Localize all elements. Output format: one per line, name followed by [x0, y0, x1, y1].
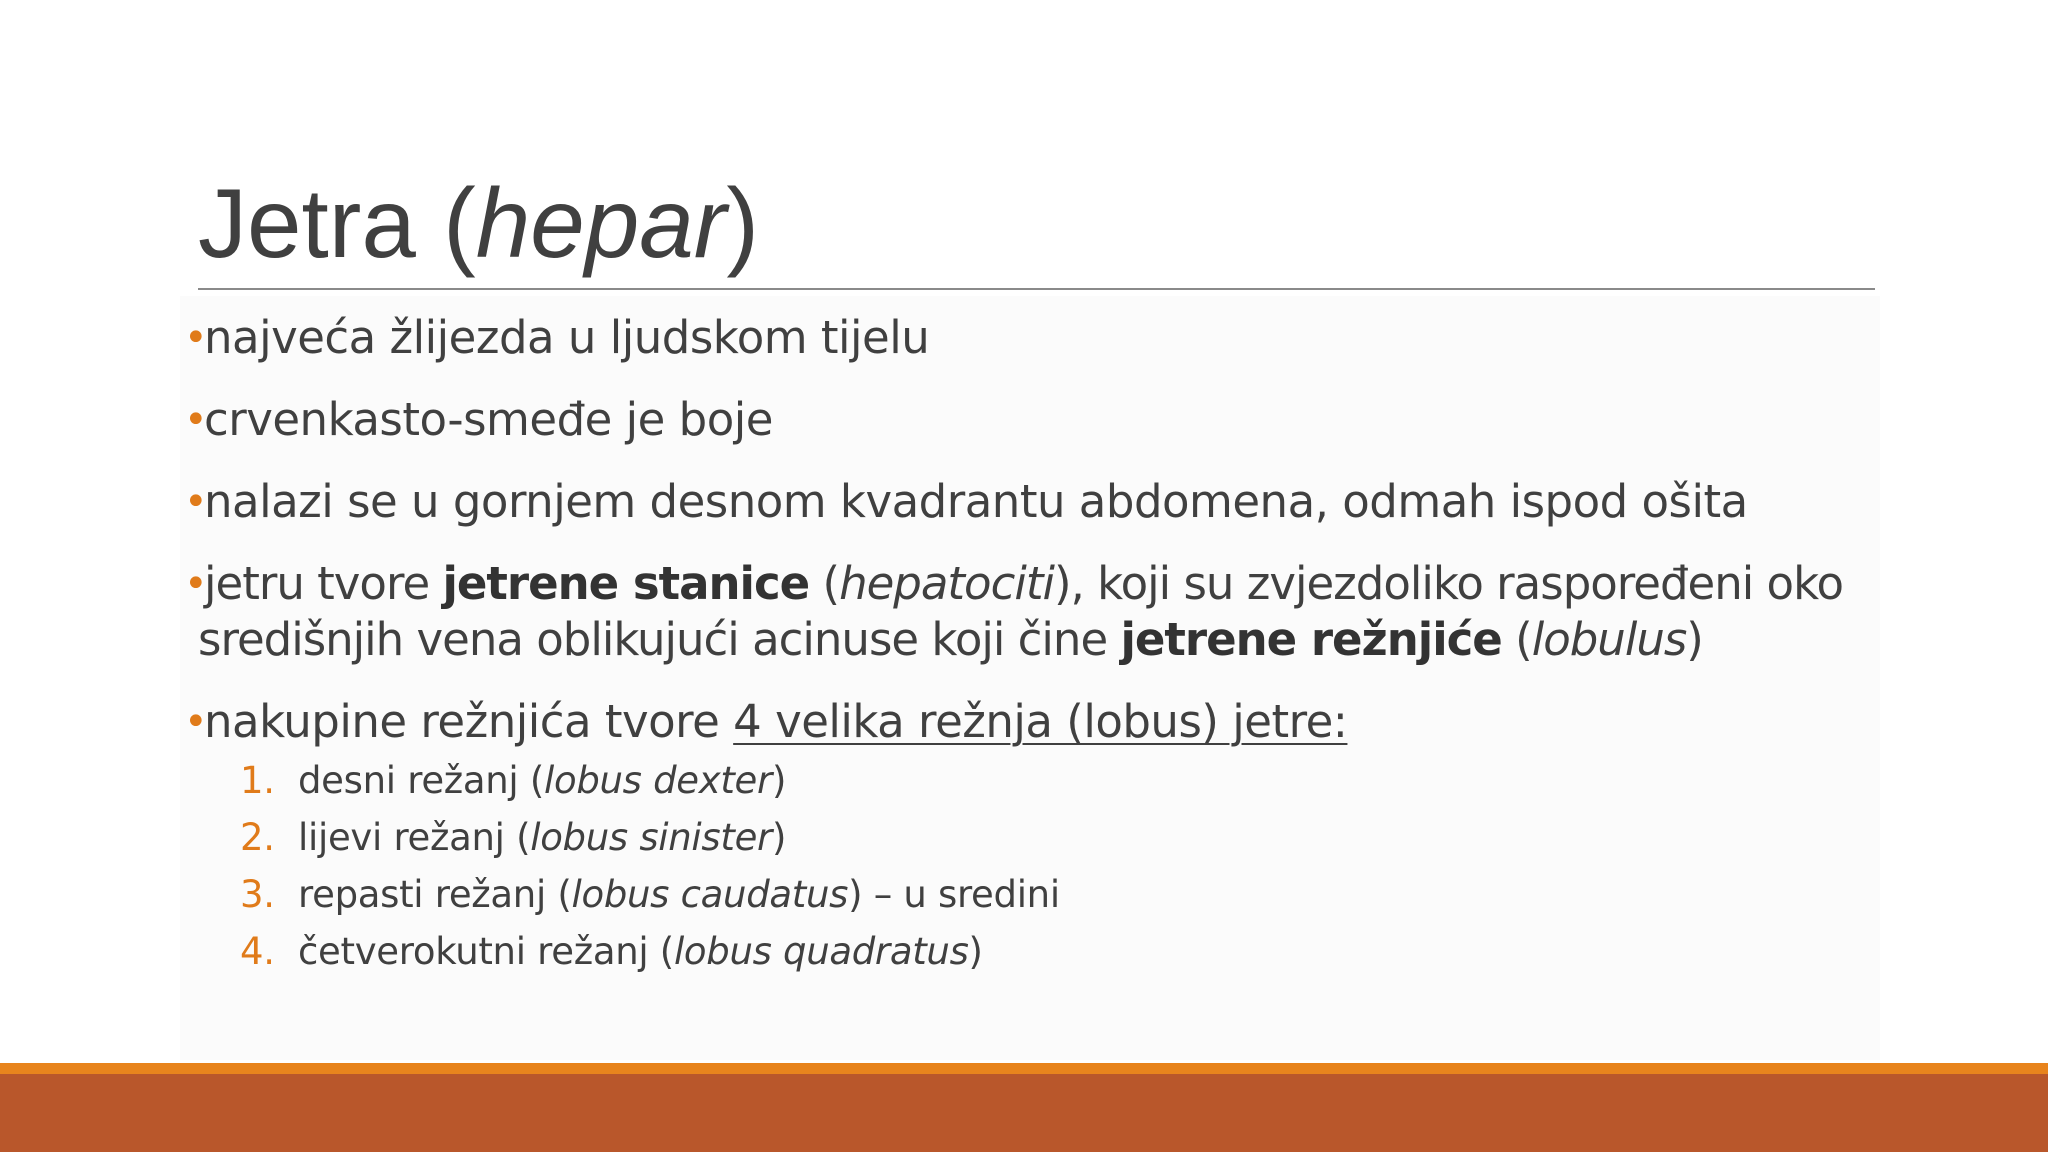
footer-accent-stripe: [0, 1063, 2048, 1074]
bullet-text: najveća žlijezda u ljudskom tijelu: [204, 311, 930, 364]
lobe-text: desni režanj (: [298, 759, 545, 802]
bullet-list: [182, 310, 1902, 980]
lobe-latin-name: lobus sinister: [530, 816, 772, 859]
bold-term-jetrene-stanice: jetrene stanice: [442, 557, 810, 610]
footer-band: [0, 1074, 2048, 1152]
lobe-latin-name: lobus dexter: [544, 759, 772, 802]
bullet-text-part: jetru tvore: [204, 557, 443, 610]
lobe-text: četverokutni režanj (: [298, 930, 674, 973]
lobe-text: ): [968, 930, 983, 973]
lobe-latin-name: lobus caudatus: [571, 873, 849, 916]
bullet-item: [182, 392, 1902, 448]
bullet-text-part: (: [809, 557, 840, 610]
bullet-text-part: ), koji su zvjezdoliko raspoređeni oko: [1053, 557, 1844, 610]
italic-term-lobulus: lobulus: [1531, 613, 1687, 666]
bullet-text-part: središnjih vena oblikujući acinuse koji čine: [198, 613, 1121, 666]
title-main: Jetra (: [198, 168, 476, 278]
list-number: 3.: [240, 873, 275, 916]
bullet-text-part: (: [1501, 613, 1532, 666]
bullet-text-part: ): [1686, 613, 1703, 666]
underlined-lobes-heading: 4 velika režnja (lobus) jetre:: [733, 695, 1348, 748]
lobe-list-item: [204, 809, 1902, 866]
bullet-item: [182, 310, 1902, 366]
bold-term-jetrene-reznjice: jetrene režnjiće: [1120, 613, 1502, 666]
lobe-text: lijevi režanj (: [298, 816, 531, 859]
bullet-text: nalazi se u gornjem desnom kvadrantu abdomena, odmah ispod ošita: [204, 475, 1748, 528]
bullet-dot-icon: •: [184, 699, 208, 745]
bullet-dot-icon: •: [184, 397, 208, 443]
list-number: 4.: [240, 930, 275, 973]
lobes-numbered-list: [204, 752, 1902, 980]
lobe-list-item: [204, 866, 1902, 923]
lobe-list-item: [204, 752, 1902, 809]
lobe-list-item: [204, 923, 1902, 980]
title-italic: hepar: [475, 168, 727, 278]
lobe-text: ): [771, 816, 787, 859]
lobe-latin-name: lobus quadratus: [673, 930, 969, 973]
bullet-dot-icon: •: [184, 561, 207, 607]
lobe-text: ): [771, 759, 787, 802]
list-number: 1.: [240, 759, 275, 802]
bullet-item: [182, 474, 1902, 530]
title-close: ): [726, 168, 760, 278]
italic-term-hepatociti: hepatociti: [839, 557, 1054, 610]
title-divider: [198, 288, 1875, 290]
lobe-text: ) – u sredini: [848, 873, 1060, 916]
bullet-dot-icon: •: [184, 479, 208, 525]
bullet-text: crvenkasto-smeđe je boje: [204, 393, 773, 446]
bullet-continuation-line: [198, 612, 1902, 668]
slide-title: [198, 168, 759, 278]
bullet-dot-icon: •: [184, 315, 208, 361]
bullet-item: [182, 556, 1902, 668]
bullet-text-part: nakupine režnjića tvore: [204, 695, 734, 748]
lobe-text: repasti režanj (: [298, 873, 572, 916]
bullet-item: [182, 694, 1902, 980]
list-number: 2.: [240, 816, 275, 859]
